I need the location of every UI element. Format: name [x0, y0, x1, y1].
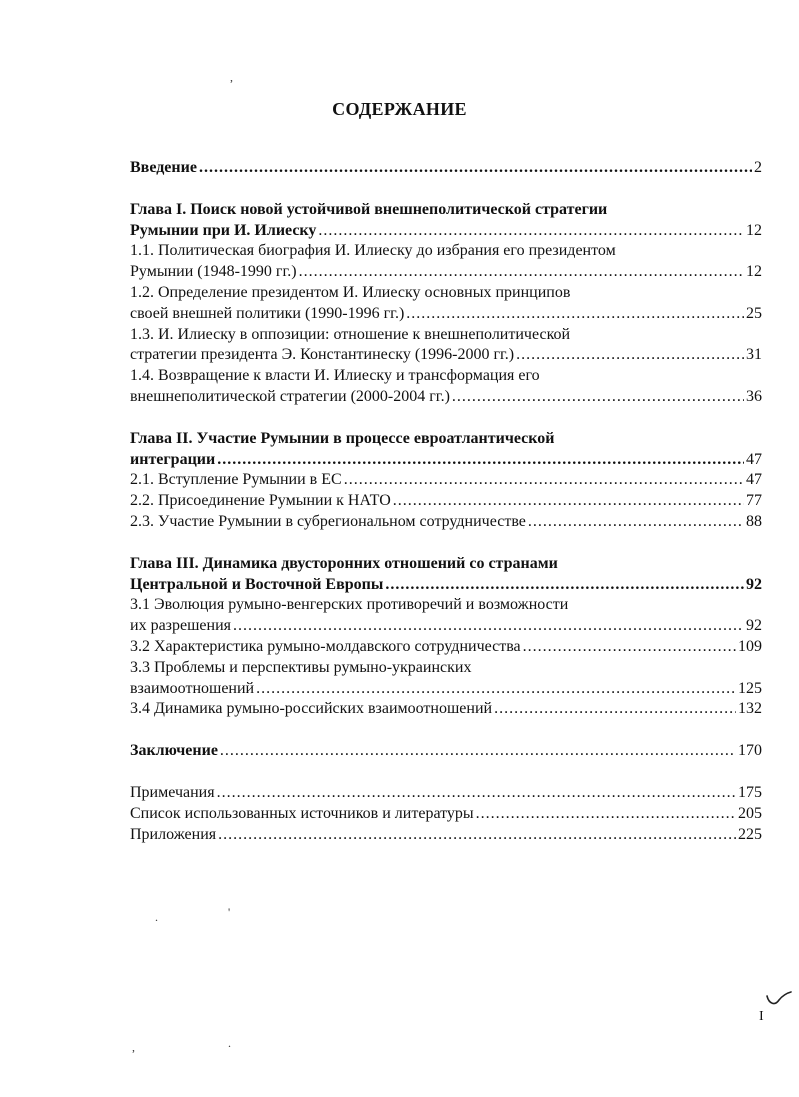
toc-entry-section-1-2 — [130, 304, 762, 325]
section-1-4-line-2: внешнеполитической стратегии (2000-2004 гг.) — [130, 387, 450, 405]
toc-page-number: 2 — [754, 159, 762, 176]
leader-dots — [406, 304, 744, 325]
toc-entry-section-3-3 — [130, 679, 762, 700]
leader-dots — [217, 783, 736, 804]
chapter-1-title-line-1: Глава I. Поиск новой устойчивой внешнеполитической стратегии — [130, 200, 608, 218]
leader-dots — [385, 575, 744, 596]
leader-dots — [344, 470, 744, 491]
leader-dots — [318, 221, 744, 242]
section-3-2-title: 3.2 Характеристика румыно-молдавского сотрудничества — [130, 637, 521, 655]
section-1-3-line-2: стратегии президента Э. Константинеску (1996-2000 гг.) — [130, 346, 515, 364]
section-1-2-line-1: 1.2. Определение президентом И. Илиеску основных принципов — [130, 283, 571, 301]
section-2-3-title: 2.3. Участие Румынии в субрегиональном сотрудничестве — [130, 512, 526, 530]
toc-page-number: 170 — [738, 742, 762, 760]
scan-speck: . — [228, 1036, 231, 1050]
spacer — [130, 720, 762, 741]
section-1-1-line-2: Румынии (1948-1990 гг.) — [130, 263, 297, 281]
leader-dots — [523, 637, 736, 658]
chapter-2-title-line-1: Глава II. Участие Румынии в процессе евроатлантической — [130, 429, 555, 447]
sources-title: Список использованных источников и литературы — [130, 804, 474, 822]
toc-entry-section-3-2 — [130, 637, 762, 658]
toc-entry-notes — [130, 783, 762, 804]
toc-page-number: 205 — [738, 804, 762, 822]
section-1-3-line-1: 1.3. И. Илиеску в оппозиции: отношение к внешнеполитической — [130, 325, 571, 343]
toc-entry-section-3-4 — [130, 699, 762, 720]
toc-entry-section-2-2 — [130, 491, 762, 512]
leader-dots — [452, 387, 744, 408]
toc-page-number: 92 — [746, 575, 762, 593]
spacer — [130, 762, 762, 783]
chapter-3-title-line-2: Центральной и Восточной Европы — [130, 575, 384, 593]
toc-page-number: 125 — [738, 679, 762, 697]
chapter-2-title-line-2: интеграции — [130, 450, 216, 468]
spacer — [130, 533, 762, 554]
section-3-4-title: 3.4 Динамика румыно-российских взаимоотношений — [130, 700, 493, 718]
toc-page-number: 225 — [738, 825, 762, 843]
toc-page-number: 92 — [746, 617, 762, 635]
toc-entry-section-3-1 — [130, 616, 762, 637]
section-3-3-line-1: 3.3 Проблемы и перспективы румыно-украинских — [130, 658, 472, 676]
toc-entry-conclusion — [130, 741, 762, 762]
leader-dots — [393, 491, 744, 512]
leader-dots — [516, 345, 744, 366]
toc-entry-section-1-4 — [130, 387, 762, 408]
page-number-footer: I — [759, 1009, 764, 1024]
toc-page-number: 132 — [738, 700, 762, 718]
scan-speck: , — [230, 70, 233, 84]
appendix-title: Приложения — [130, 825, 217, 843]
toc-page-number: 12 — [746, 263, 762, 281]
section-2-1-title: 2.1. Вступление Румынии в ЕС — [130, 471, 342, 489]
section-2-2-title: 2.2. Присоединение Румынии к НАТО — [130, 492, 391, 510]
toc-page-number: 47 — [746, 471, 762, 489]
leader-dots — [256, 679, 736, 700]
section-3-1-line-2: их разрешения — [130, 617, 231, 635]
leader-dots — [528, 512, 744, 533]
toc-entry-section-1-3 — [130, 345, 762, 366]
spacer — [130, 408, 762, 429]
page-title: СОДЕРЖАНИЕ — [332, 99, 467, 119]
section-3-1-line-1: 3.1 Эволюция румыно-венгерских противоречий и возможности — [130, 596, 569, 614]
handwritten-check-mark — [765, 990, 793, 1008]
leader-dots — [494, 699, 736, 720]
leader-dots — [199, 158, 752, 179]
toc-entry-section-2-3 — [130, 512, 762, 533]
toc-entry-chapter-2 — [130, 450, 762, 471]
spacer — [130, 179, 762, 200]
toc-entry-section-1-1 — [130, 262, 762, 283]
toc-page-number: 88 — [746, 512, 762, 530]
toc-entry-sources — [130, 804, 762, 825]
toc-entry-title: Введение — [130, 159, 197, 176]
toc-page-number: 12 — [746, 221, 762, 239]
conclusion-title: Заключение — [130, 742, 218, 760]
leader-dots — [220, 741, 736, 762]
toc-entry-introduction — [130, 158, 762, 179]
notes-title: Примечания — [130, 783, 215, 801]
leader-dots — [217, 450, 744, 471]
leader-dots — [299, 262, 744, 283]
leader-dots — [476, 804, 736, 825]
leader-dots — [218, 825, 736, 846]
section-3-3-line-2: взаимоотношений — [130, 679, 255, 697]
toc-page-number: 25 — [746, 304, 762, 322]
table-of-contents — [130, 158, 762, 845]
chapter-3-title-line-1: Глава III. Динамика двусторонних отношений со странами — [130, 554, 558, 572]
toc-page-number: 47 — [746, 450, 762, 468]
toc-entry-section-2-1 — [130, 470, 762, 491]
toc-page-number: 31 — [746, 346, 762, 364]
scan-speck: , — [132, 1040, 135, 1054]
section-1-4-line-1: 1.4. Возвращение к власти И. Илиеску и трансформация его — [130, 367, 540, 385]
toc-page-number: 36 — [746, 387, 762, 405]
section-1-1-line-1: 1.1. Политическая биография И. Илиеску до избрания его президентом — [130, 242, 616, 260]
chapter-1-title-line-2: Румынии при И. Илиеску — [130, 221, 317, 239]
toc-entry-appendix — [130, 825, 762, 846]
toc-page-number: 77 — [746, 492, 762, 510]
toc-page-number: 175 — [738, 783, 762, 801]
toc-entry-chapter-3 — [130, 575, 762, 596]
scan-speck: . — [155, 910, 158, 924]
toc-page-number: 109 — [738, 637, 762, 655]
section-1-2-line-2: своей внешней политики (1990-1996 гг.) — [130, 304, 405, 322]
toc-entry-chapter-1 — [130, 221, 762, 242]
leader-dots — [233, 616, 744, 637]
scan-speck: ' — [228, 905, 231, 919]
